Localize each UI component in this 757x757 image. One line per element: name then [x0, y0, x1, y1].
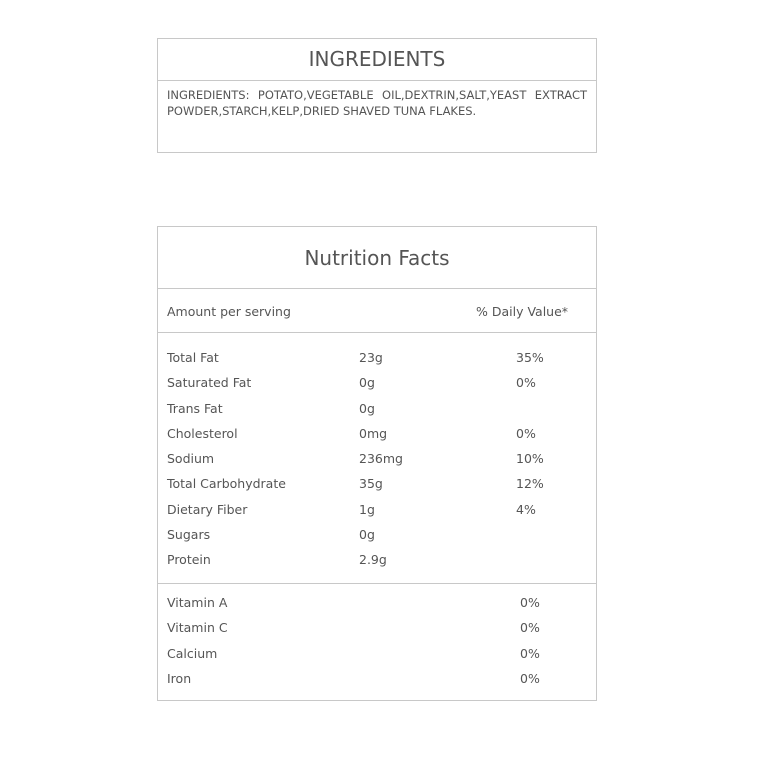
nutrient-row: [158, 451, 596, 476]
nutrient-amount: 0mg: [359, 425, 388, 441]
vitamin-row: [158, 646, 596, 671]
nutrition-header-row: [158, 289, 596, 333]
nutrient-daily-value: 0%: [516, 375, 536, 391]
nutrient-name: Protein: [167, 552, 211, 568]
vitamin-name: Iron: [167, 670, 192, 686]
vitamin-daily-value: 0%: [520, 670, 540, 686]
nutrient-name: Cholesterol: [167, 425, 238, 441]
daily-value-header: % Daily Value*: [476, 304, 569, 319]
nutrient-name: Sugars: [167, 527, 211, 543]
nutrition-title: Nutrition Facts: [158, 227, 596, 289]
vitamin-name: Calcium: [167, 645, 218, 661]
nutrient-name: Dietary Fiber: [167, 501, 248, 517]
nutrient-daily-value: 4%: [516, 501, 536, 517]
vitamin-daily-value: 0%: [520, 595, 540, 610]
nutrient-amount: 23g: [359, 350, 383, 365]
nutrient-row: [158, 401, 596, 426]
nutrient-row: [158, 552, 596, 577]
vitamin-row: [158, 671, 596, 696]
nutrient-daily-value: 12%: [516, 476, 544, 492]
vitamin-name: Vitamin A: [167, 595, 228, 610]
nutrient-row: [158, 476, 596, 501]
nutrition-facts-panel: [157, 226, 597, 701]
nutrient-name: Saturated Fat: [167, 375, 252, 391]
vitamin-daily-value: 0%: [520, 645, 540, 661]
vitamin-row: [158, 595, 596, 620]
nutrient-name: Sodium: [167, 451, 215, 467]
nutrient-amount: 0g: [359, 527, 375, 543]
nutrient-row: [158, 375, 596, 400]
nutrient-name: Total Fat: [167, 350, 219, 365]
nutrient-amount: 0g: [359, 375, 375, 391]
amount-per-serving-label: Amount per serving: [167, 304, 291, 319]
nutrient-amount: 35g: [359, 476, 383, 492]
nutrient-name: Trans Fat: [167, 400, 223, 416]
nutrient-row: [158, 350, 596, 375]
vitamin-daily-value: 0%: [520, 620, 540, 636]
nutrient-amount: 0g: [359, 400, 375, 416]
nutrient-amount: 1g: [359, 501, 375, 517]
ingredients-title: INGREDIENTS: [158, 39, 596, 81]
vitamins-table: [158, 584, 596, 696]
nutrient-name: Total Carbohydrate: [167, 476, 286, 492]
nutrient-amount: 236mg: [359, 451, 403, 467]
vitamin-row: [158, 620, 596, 645]
ingredients-text: INGREDIENTS: POTATO,VEGETABLE OIL,DEXTRIN,SALT,YEAST EXTRACT POWDER,STARCH,KELP,DRIED SHAVED TUNA FLAKES.: [167, 88, 587, 118]
ingredients-panel: [157, 38, 597, 153]
nutrient-row: [158, 527, 596, 552]
vitamin-name: Vitamin C: [167, 620, 228, 636]
nutrient-daily-value: 0%: [516, 425, 536, 441]
nutrient-row: [158, 502, 596, 527]
nutrient-row: [158, 426, 596, 451]
nutrient-amount: 2.9g: [359, 552, 387, 568]
nutrient-daily-value: 35%: [516, 350, 544, 365]
nutrients-table: [158, 333, 596, 584]
nutrient-daily-value: 10%: [516, 451, 544, 467]
